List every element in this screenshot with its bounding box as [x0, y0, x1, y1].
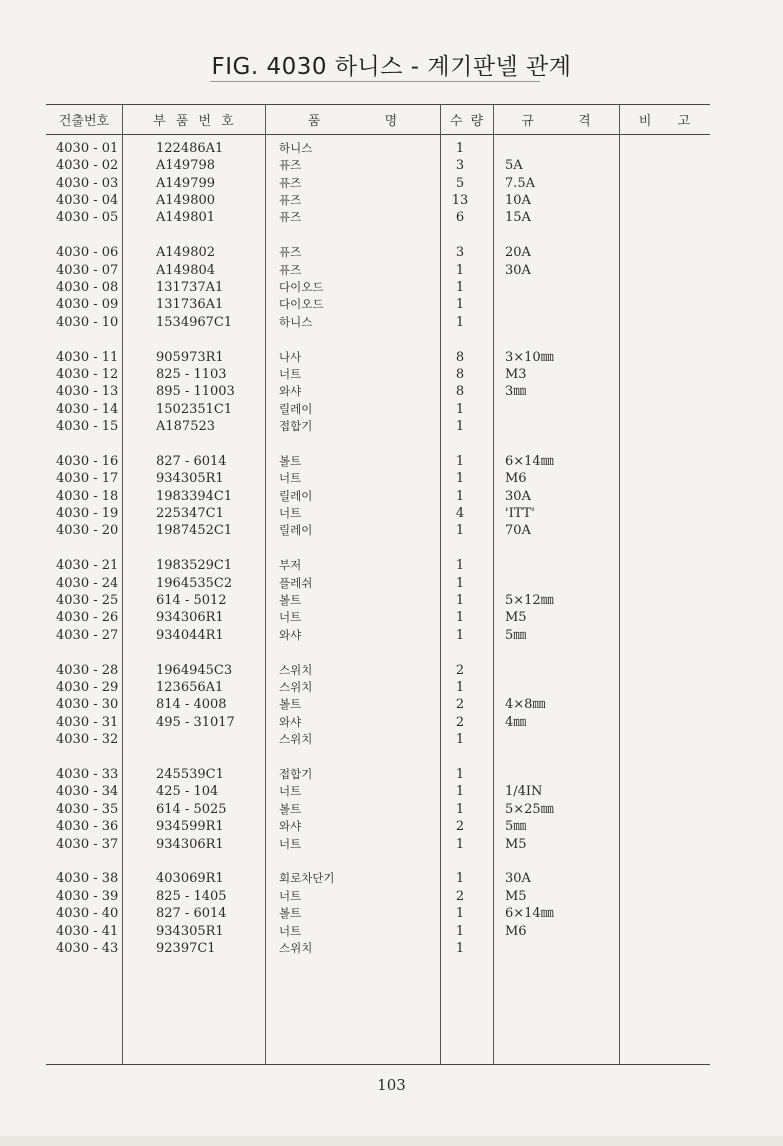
- specification: 30A: [505, 488, 531, 504]
- table-row: [0, 366, 783, 383]
- part-name: 스위치: [279, 940, 313, 955]
- item-code: 4030 - 08: [56, 280, 119, 296]
- part-name: 나사: [279, 349, 302, 364]
- part-name: 볼트: [279, 697, 302, 712]
- quantity: 1: [455, 767, 465, 783]
- quantity: 1: [455, 523, 465, 539]
- quantity: 1: [455, 593, 465, 609]
- item-code: 4030 - 16: [56, 454, 119, 470]
- part-name: 퓨즈: [279, 262, 302, 277]
- table-row: [0, 905, 783, 922]
- item-code: 4030 - 26: [56, 610, 119, 626]
- header-part-number: 부 품 번 호: [153, 114, 234, 129]
- quantity: 13: [451, 193, 469, 209]
- quantity: 1: [455, 454, 465, 470]
- part-name: 너트: [279, 923, 302, 938]
- part-number: 245539C1: [156, 767, 224, 783]
- quantity: 2: [455, 819, 465, 835]
- specification: M3: [505, 367, 527, 383]
- quantity: 1: [455, 923, 465, 939]
- item-code: 4030 - 15: [56, 419, 119, 435]
- specification: 5×12㎜: [505, 593, 554, 609]
- part-number: A149799: [156, 175, 216, 191]
- item-code: 4030 - 09: [56, 297, 119, 313]
- quantity: 1: [455, 471, 465, 487]
- table-row: [0, 818, 783, 835]
- table-row: [0, 279, 783, 296]
- header-spec: 규 격: [521, 114, 591, 129]
- quantity: 1: [455, 610, 465, 626]
- specification: 4㎜: [505, 714, 527, 730]
- item-code: 4030 - 38: [56, 871, 119, 887]
- quantity: 1: [455, 732, 465, 748]
- item-code: 4030 - 13: [56, 384, 119, 400]
- table-row: [0, 714, 783, 731]
- table-row: [0, 453, 783, 470]
- table-row: [0, 662, 783, 679]
- item-code: 4030 - 25: [56, 593, 119, 609]
- part-number: 1983394C1: [156, 488, 233, 504]
- part-name: 하니스: [279, 314, 313, 329]
- part-name: 볼트: [279, 593, 302, 608]
- part-name: 볼트: [279, 454, 302, 469]
- table-row: [0, 192, 783, 209]
- part-number: 827 - 6014: [156, 454, 227, 470]
- table-row: [0, 522, 783, 539]
- part-number: 225347C1: [156, 506, 224, 522]
- quantity: 1: [455, 871, 465, 887]
- table-row: [0, 609, 783, 626]
- table-row: [0, 783, 783, 800]
- quantity: 8: [455, 367, 465, 383]
- part-number: 895 - 11003: [156, 384, 235, 400]
- table-row: [0, 557, 783, 574]
- part-number: 825 - 1405: [156, 888, 227, 904]
- part-number: A149801: [156, 210, 216, 226]
- table-row: [0, 940, 783, 957]
- table-row: [0, 209, 783, 226]
- specification: 15A: [505, 210, 531, 226]
- part-name: 퓨즈: [279, 175, 302, 190]
- item-code: 4030 - 03: [56, 175, 119, 191]
- item-code: 4030 - 36: [56, 819, 119, 835]
- specification: M5: [505, 836, 527, 852]
- header-code: 건출번호: [58, 114, 110, 129]
- scan-edge: [0, 1136, 783, 1146]
- specification: 30A: [505, 871, 531, 887]
- part-name: 너트: [279, 610, 302, 625]
- header-name: 품 명: [307, 114, 398, 129]
- table-row: [0, 488, 783, 505]
- part-number: 825 - 1103: [156, 367, 227, 383]
- item-code: 4030 - 14: [56, 401, 119, 417]
- item-code: 4030 - 37: [56, 836, 119, 852]
- part-name: 퓨즈: [279, 210, 302, 225]
- quantity: 1: [455, 801, 465, 817]
- part-number: A149800: [156, 193, 216, 209]
- part-number: 122486A1: [156, 141, 224, 156]
- part-number: 934599R1: [156, 819, 224, 835]
- table-row: [0, 262, 783, 279]
- quantity: 1: [455, 401, 465, 417]
- part-name: 너트: [279, 471, 302, 486]
- part-number: 1964945C3: [156, 662, 233, 678]
- table-row: [0, 296, 783, 313]
- item-code: 4030 - 40: [56, 906, 119, 922]
- table-row: [0, 731, 783, 748]
- specification: 4×8㎜: [505, 697, 546, 713]
- part-name: 접합기: [279, 767, 313, 782]
- part-number: 92397C1: [156, 940, 216, 956]
- item-code: 4030 - 06: [56, 245, 119, 261]
- part-number: 425 - 104: [156, 784, 219, 800]
- item-code: 4030 - 41: [56, 923, 119, 939]
- part-name: 너트: [279, 836, 302, 851]
- part-name: 접합기: [279, 419, 313, 434]
- item-code: 4030 - 12: [56, 367, 119, 383]
- part-number: 1983529C1: [156, 558, 233, 574]
- quantity: 3: [455, 245, 465, 261]
- item-code: 4030 - 20: [56, 523, 119, 539]
- part-number: 934305R1: [156, 471, 224, 487]
- part-number: A149798: [156, 158, 216, 174]
- part-number: 614 - 5012: [156, 593, 227, 609]
- specification: 3×10㎜: [505, 349, 554, 365]
- part-name: 너트: [279, 784, 302, 799]
- table-row: [0, 592, 783, 609]
- part-name: 퓨즈: [279, 158, 302, 173]
- item-code: 4030 - 19: [56, 506, 119, 522]
- quantity: 1: [455, 419, 465, 435]
- item-code: 4030 - 07: [56, 262, 119, 278]
- part-number: 131737A1: [156, 280, 224, 296]
- table-row: [0, 870, 783, 887]
- part-name: 퓨즈: [279, 193, 302, 208]
- part-name: 퓨즈: [279, 245, 302, 260]
- table-row: [0, 244, 783, 261]
- specification: 7.5A: [505, 175, 536, 191]
- item-code: 4030 - 05: [56, 210, 119, 226]
- quantity: 1: [455, 314, 465, 330]
- part-number: 495 - 31017: [156, 714, 235, 730]
- item-code: 4030 - 43: [56, 940, 119, 956]
- quantity: 1: [455, 280, 465, 296]
- specification: 5A: [505, 158, 523, 174]
- item-code: 4030 - 21: [56, 558, 119, 574]
- part-number: 934306R1: [156, 610, 224, 626]
- part-name: 와샤: [279, 819, 302, 834]
- item-code: 4030 - 18: [56, 488, 119, 504]
- part-name: 릴레이: [279, 523, 313, 538]
- item-code: 4030 - 34: [56, 784, 119, 800]
- table-row: [0, 383, 783, 400]
- item-code: 4030 - 17: [56, 471, 119, 487]
- item-code: 4030 - 24: [56, 575, 119, 591]
- part-number: 827 - 6014: [156, 906, 227, 922]
- header-remarks: 비 고: [638, 114, 691, 129]
- specification: 3㎜: [505, 384, 527, 400]
- part-name: 너트: [279, 506, 302, 521]
- quantity: 1: [455, 906, 465, 922]
- part-name: 부저: [279, 558, 302, 573]
- quantity: 1: [455, 575, 465, 591]
- table-row: [0, 314, 783, 331]
- table-row: [0, 627, 783, 644]
- quantity: 1: [455, 627, 465, 643]
- table-row: [0, 696, 783, 713]
- item-code: 4030 - 11: [56, 349, 119, 365]
- quantity: 8: [455, 384, 465, 400]
- part-number: 934044R1: [156, 627, 224, 643]
- specification: 5㎜: [505, 627, 527, 643]
- quantity: 4: [455, 506, 465, 522]
- part-name: 릴레이: [279, 401, 313, 416]
- table-row: [0, 157, 783, 174]
- item-code: 4030 - 33: [56, 767, 119, 783]
- part-number: A149804: [156, 262, 216, 278]
- specification: 6×14㎜: [505, 906, 554, 922]
- title-underline: [210, 81, 540, 82]
- table-row: [0, 418, 783, 435]
- quantity: 1: [455, 558, 465, 574]
- table-row: [0, 349, 783, 366]
- quantity: 1: [455, 784, 465, 800]
- table-row: [0, 766, 783, 783]
- quantity: 2: [455, 697, 465, 713]
- quantity: 5: [455, 175, 465, 191]
- table-row: [0, 505, 783, 522]
- specification: 'ITT': [505, 506, 535, 522]
- specification: 5㎜: [505, 819, 527, 835]
- item-code: 4030 - 29: [56, 680, 119, 696]
- table-row: [0, 401, 783, 418]
- specification: 20A: [505, 245, 531, 261]
- part-name: 볼트: [279, 801, 302, 816]
- quantity: 1: [455, 488, 465, 504]
- part-name: 릴레이: [279, 488, 313, 503]
- part-number: 934306R1: [156, 836, 224, 852]
- specification: M6: [505, 471, 527, 487]
- quantity: 2: [455, 714, 465, 730]
- specification: M5: [505, 610, 527, 626]
- specification: M6: [505, 923, 527, 939]
- table-row: [0, 923, 783, 940]
- part-number: A187523: [156, 419, 216, 435]
- item-code: 4030 - 02: [56, 158, 119, 174]
- item-code: 4030 - 39: [56, 888, 119, 904]
- part-number: 1987452C1: [156, 523, 233, 539]
- table-row: [0, 470, 783, 487]
- table-row: [0, 888, 783, 905]
- specification: M5: [505, 888, 527, 904]
- item-code: 4030 - 28: [56, 662, 119, 678]
- specification: 10A: [505, 193, 531, 209]
- part-name: 플레쉬: [279, 575, 313, 590]
- part-number: 131736A1: [156, 297, 224, 313]
- table-row: [0, 679, 783, 696]
- item-code: 4030 - 35: [56, 801, 119, 817]
- item-code: 4030 - 10: [56, 314, 119, 330]
- table-bottom-rule: [46, 1064, 710, 1065]
- specification: 1/4IN: [505, 784, 543, 800]
- specification: 30A: [505, 262, 531, 278]
- part-number: 1502351C1: [156, 401, 233, 417]
- specification: 70A: [505, 523, 531, 539]
- header-bottom-rule: [46, 134, 710, 135]
- part-number: 934305R1: [156, 923, 224, 939]
- part-name: 와샤: [279, 384, 302, 399]
- quantity: 1: [455, 141, 465, 156]
- header-quantity: 수 량: [449, 114, 484, 129]
- part-name: 스위치: [279, 680, 313, 695]
- part-name: 다이오드: [279, 297, 324, 312]
- part-name: 스위치: [279, 732, 313, 747]
- quantity: 1: [455, 680, 465, 696]
- quantity: 1: [455, 836, 465, 852]
- table-row: [0, 140, 783, 157]
- page-title: FIG. 4030 하니스 - 계기판넬 관계: [211, 54, 572, 80]
- item-code: 4030 - 30: [56, 697, 119, 713]
- part-number: 1534967C1: [156, 314, 233, 330]
- quantity: 2: [455, 662, 465, 678]
- quantity: 1: [455, 297, 465, 313]
- part-number: 403069R1: [156, 871, 224, 887]
- part-name: 너트: [279, 888, 302, 903]
- quantity: 1: [455, 262, 465, 278]
- quantity: 3: [455, 158, 465, 174]
- item-code: 4030 - 27: [56, 627, 119, 643]
- part-number: 614 - 5025: [156, 801, 227, 817]
- part-name: 스위치: [279, 662, 313, 677]
- page-number: 103: [377, 1076, 406, 1094]
- item-code: 4030 - 04: [56, 193, 119, 209]
- part-name: 너트: [279, 367, 302, 382]
- part-name: 회로차단기: [279, 871, 335, 886]
- quantity: 6: [455, 210, 465, 226]
- part-number: 1964535C2: [156, 575, 233, 591]
- quantity: 2: [455, 888, 465, 904]
- part-name: 볼트: [279, 906, 302, 921]
- item-code: 4030 - 31: [56, 714, 119, 730]
- quantity: 1: [455, 940, 465, 956]
- table-row: [0, 801, 783, 818]
- part-number: 905973R1: [156, 349, 224, 365]
- part-name: 와샤: [279, 627, 302, 642]
- part-number: 123656A1: [156, 680, 224, 696]
- specification: 5×25㎜: [505, 801, 554, 817]
- item-code: 4030 - 32: [56, 732, 119, 748]
- part-number: 814 - 4008: [156, 697, 227, 713]
- table-row: [0, 175, 783, 192]
- quantity: 8: [455, 349, 465, 365]
- table-row: [0, 575, 783, 592]
- part-name: 하니스: [279, 141, 313, 155]
- part-number: A149802: [156, 245, 216, 261]
- part-name: 다이오드: [279, 280, 324, 295]
- specification: 6×14㎜: [505, 454, 554, 470]
- item-code: 4030 - 01: [56, 141, 119, 156]
- part-name: 와샤: [279, 714, 302, 729]
- table-row: [0, 836, 783, 853]
- table-top-rule: [46, 104, 710, 105]
